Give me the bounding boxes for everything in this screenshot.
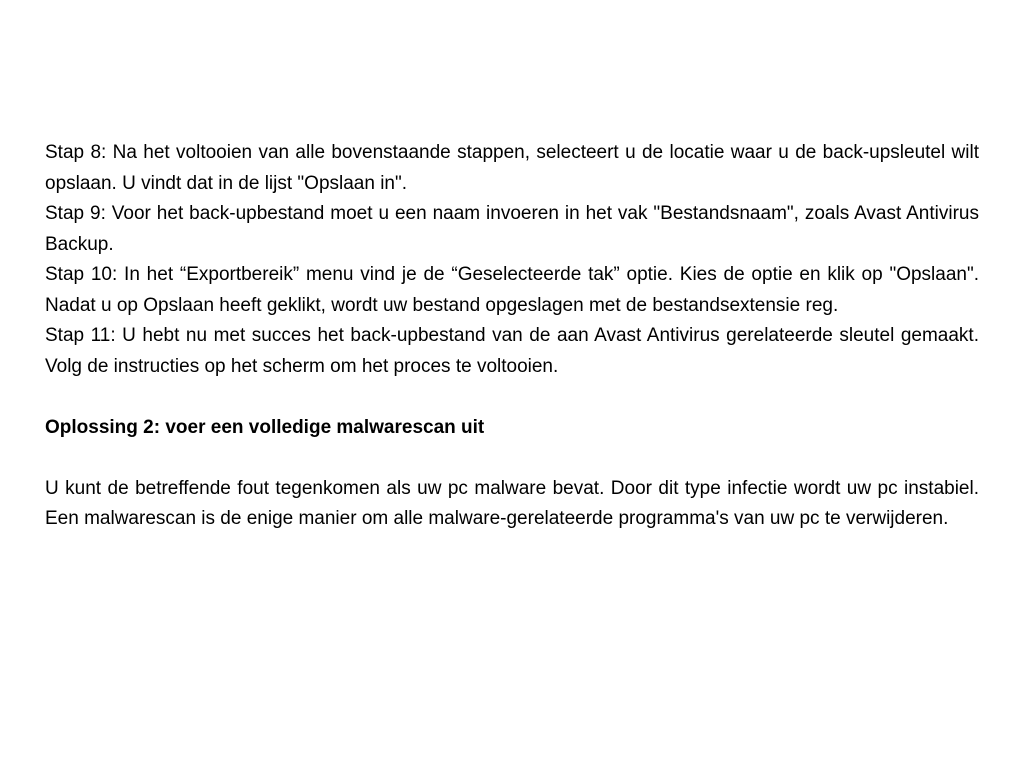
step-8-paragraph: Stap 8: Na het voltooien van alle bovenstaande stappen, selecteert u de locatie waar u de back-upsleutel wilt opslaan. U vindt dat in de lijst "Opslaan in".: [45, 142, 979, 194]
solution-body-paragraph: U kunt de betreffende fout tegenkomen als uw pc malware bevat. Door dit type infectie wordt uw pc instabiel. Een malwarescan is de enige manier om alle malware-gerelateerde programma's van uw pc te verwijderen.: [45, 477, 979, 529]
step-10-paragraph: Stap 10: In het “Exportbereik” menu vind je de “Geselecteerde tak” optie. Kies de optie en klik op "Opslaan". Nadat u op Opslaan heeft geklikt, wordt uw bestand opgeslagen met de bestandsextensie reg.: [45, 264, 979, 316]
solution-heading: Oplossing 2: voer een volledige malwarescan uit: [45, 416, 485, 438]
slide-text-body: [45, 138, 979, 535]
spacer: [45, 382, 979, 413]
step-9-paragraph: Stap 9: Voor het back-upbestand moet u een naam invoeren in het vak "Bestandsnaam", zoals Avast Antivirus Backup.: [45, 203, 979, 255]
spacer: [45, 443, 979, 474]
step-11-paragraph: Stap 11: U hebt nu met succes het back-upbestand van de aan Avast Antivirus gerelateerde sleutel gemaakt. Volg de instructies op het scherm om het proces te voltooien.: [45, 325, 979, 377]
